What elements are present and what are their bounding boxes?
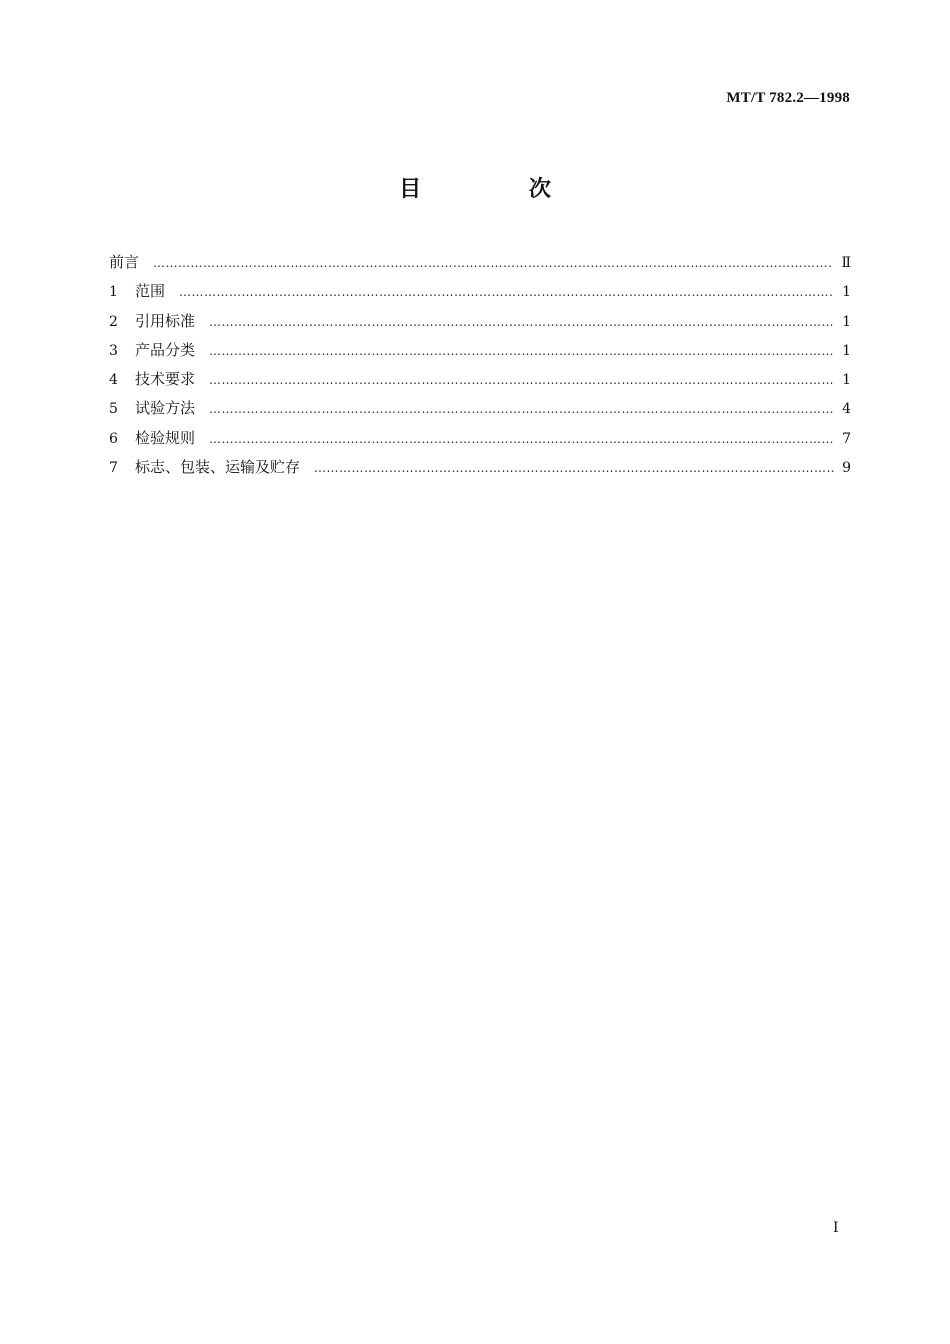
toc-entry-page: Ⅱ <box>841 255 851 271</box>
dot-leader <box>209 395 834 424</box>
toc-entry-label: 引用标准 <box>135 311 196 330</box>
toc-entry-marking-packaging[interactable] <box>109 453 851 482</box>
toc-entry-requirements[interactable] <box>109 365 851 394</box>
dot-leader <box>153 249 833 278</box>
toc-entry-number: 1 <box>109 284 118 301</box>
toc-entry-test-methods[interactable] <box>109 394 851 423</box>
toc-entry-label: 技术要求 <box>135 370 196 389</box>
toc-title: 目 次 <box>399 177 601 202</box>
dot-leader <box>314 454 834 483</box>
toc-entry-foreword[interactable] <box>109 248 851 277</box>
dot-leader <box>209 308 834 337</box>
toc-entry-page: 9 <box>842 460 851 477</box>
toc-entry-label: 标志、包装、运输及贮存 <box>135 458 301 477</box>
toc-entry-references[interactable] <box>109 307 851 336</box>
toc-entry-number: 4 <box>109 372 118 389</box>
toc-entry-number: 6 <box>109 430 118 447</box>
toc-entry-classification[interactable] <box>109 336 851 365</box>
dot-leader <box>179 278 834 307</box>
dot-leader <box>209 366 834 395</box>
toc-entry-number: 2 <box>109 313 118 330</box>
toc-entry-number: 5 <box>109 401 118 418</box>
standard-code: MT/T 782.2—1998 <box>726 90 850 106</box>
toc-entry-label: 检验规则 <box>135 428 196 447</box>
toc-entry-label: 范围 <box>135 282 166 301</box>
toc-entry-number: 3 <box>109 342 118 359</box>
toc-entry-label: 前言 <box>109 253 140 271</box>
page-number: Ⅰ <box>833 1221 839 1236</box>
toc-entry-page: 1 <box>842 372 851 389</box>
toc-entry-page: 7 <box>842 430 851 447</box>
table-of-contents <box>109 248 851 482</box>
toc-entry-inspection-rules[interactable] <box>109 424 851 453</box>
toc-entry-number: 7 <box>109 460 118 477</box>
dot-leader <box>209 425 834 454</box>
toc-entry-page: 1 <box>842 342 851 359</box>
toc-entry-label: 产品分类 <box>135 340 196 359</box>
dot-leader <box>209 337 834 366</box>
toc-entry-scope[interactable] <box>109 277 851 306</box>
toc-entry-label: 试验方法 <box>135 399 196 418</box>
toc-entry-page: 1 <box>842 284 851 301</box>
toc-entry-page: 4 <box>842 401 851 418</box>
toc-entry-page: 1 <box>842 313 851 330</box>
